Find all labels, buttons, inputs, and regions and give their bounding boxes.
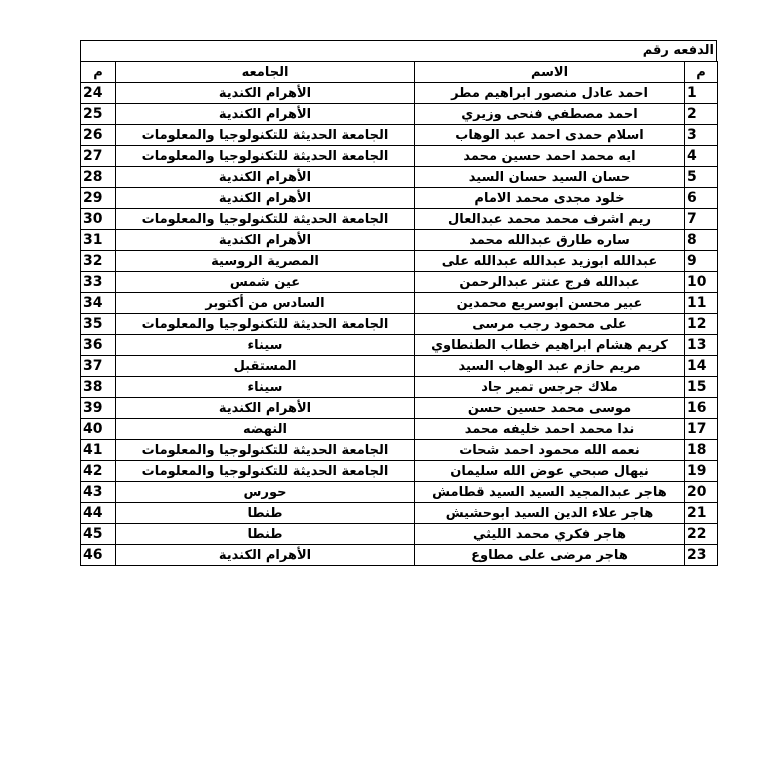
seq-number-cell[interactable]: 39 [81,398,116,419]
seq-number-cell[interactable]: 46 [81,545,116,566]
table-row [81,440,718,461]
seq-number-cell[interactable]: 35 [81,314,116,335]
university-cell[interactable]: الأهرام الكندية [116,83,415,104]
row-index-cell[interactable]: 12 [685,314,718,335]
seq-number-cell[interactable]: 45 [81,524,116,545]
row-index-cell[interactable]: 19 [685,461,718,482]
table-row [81,272,718,293]
row-index-cell[interactable]: 8 [685,230,718,251]
table-row [81,125,718,146]
header-seq[interactable]: م [81,62,116,83]
university-cell[interactable]: الأهرام الكندية [116,398,415,419]
table-row [81,314,718,335]
seq-number-cell[interactable]: 33 [81,272,116,293]
table-row [81,146,718,167]
seq-number-cell[interactable]: 24 [81,83,116,104]
university-cell[interactable]: طنطا [116,503,415,524]
university-cell[interactable]: الجامعة الحديثة للتكنولوجيا والمعلومات [116,146,415,167]
row-index-cell[interactable]: 5 [685,167,718,188]
row-index-cell[interactable]: 20 [685,482,718,503]
row-index-cell[interactable]: 6 [685,188,718,209]
student-name-cell[interactable]: هاجر عبدالمجيد السيد السيد قطامش [415,482,685,503]
table-row [81,545,718,566]
student-name-cell[interactable]: عبدالله ابوزيد عبدالله عبدالله على [415,251,685,272]
seq-number-cell[interactable]: 43 [81,482,116,503]
student-name-cell[interactable]: كريم هشام ابراهيم خطاب الطنطاوي [415,335,685,356]
header-name[interactable]: الاسم [415,62,685,83]
table-row [81,461,718,482]
university-cell[interactable]: المصرية الروسية [116,251,415,272]
row-index-cell[interactable]: 7 [685,209,718,230]
header-row [81,62,718,83]
seq-number-cell[interactable]: 34 [81,293,116,314]
row-index-cell[interactable]: 1 [685,83,718,104]
table-row [81,503,718,524]
university-cell[interactable]: عين شمس [116,272,415,293]
row-index-cell[interactable]: 10 [685,272,718,293]
student-name-cell[interactable]: احمد عادل منصور ابراهيم مطر [415,83,685,104]
university-cell[interactable]: الأهرام الكندية [116,167,415,188]
row-index-cell[interactable]: 23 [685,545,718,566]
table-row [81,167,718,188]
university-cell[interactable]: الجامعة الحديثة للتكنولوجيا والمعلومات [116,209,415,230]
table-row [81,104,718,125]
table-row [81,209,718,230]
student-name-cell[interactable]: هاجر فكري محمد الليثي [415,524,685,545]
student-name-cell[interactable]: موسى محمد حسين حسن [415,398,685,419]
university-cell[interactable]: السادس من أكتوبر [116,293,415,314]
table-row [81,230,718,251]
row-index-cell[interactable]: 16 [685,398,718,419]
row-index-cell[interactable]: 13 [685,335,718,356]
table-row [81,524,718,545]
student-name-cell[interactable]: ندا محمد احمد خليفه محمد [415,419,685,440]
university-cell[interactable]: الأهرام الكندية [116,104,415,125]
table-row [81,356,718,377]
student-name-cell[interactable]: خلود مجدى محمد الامام [415,188,685,209]
table-row [81,293,718,314]
table-row [81,83,718,104]
university-cell[interactable]: الجامعة الحديثة للتكنولوجيا والمعلومات [116,440,415,461]
seq-number-cell[interactable]: 31 [81,230,116,251]
batch-title[interactable]: الدفعه رقم [80,40,717,61]
row-index-cell[interactable]: 18 [685,440,718,461]
seq-number-cell[interactable]: 26 [81,125,116,146]
seq-number-cell[interactable]: 32 [81,251,116,272]
seq-number-cell[interactable]: 40 [81,419,116,440]
student-name-cell[interactable]: ريم اشرف محمد محمد عبدالعال [415,209,685,230]
row-index-cell[interactable]: 4 [685,146,718,167]
table-row [81,398,718,419]
table-row [81,419,718,440]
row-index-cell[interactable]: 11 [685,293,718,314]
student-name-cell[interactable]: احمد مصطفي فنحى وزيري [415,104,685,125]
university-cell[interactable]: النهضه [116,419,415,440]
students-table [80,61,718,566]
student-name-cell[interactable]: اسلام حمدى احمد عبد الوهاب [415,125,685,146]
table-row [81,482,718,503]
seq-number-cell[interactable]: 36 [81,335,116,356]
university-cell[interactable]: الجامعة الحديثة للتكنولوجيا والمعلومات [116,125,415,146]
table-row [81,188,718,209]
student-name-cell[interactable]: نعمه الله محمود احمد شحات [415,440,685,461]
row-index-cell[interactable]: 2 [685,104,718,125]
university-cell[interactable]: الأهرام الكندية [116,188,415,209]
seq-number-cell[interactable]: 38 [81,377,116,398]
spreadsheet [80,40,717,566]
university-cell[interactable]: الأهرام الكندية [116,545,415,566]
student-name-cell[interactable]: هاجر مرضى على مطاوع [415,545,685,566]
university-cell[interactable]: سيناء [116,335,415,356]
seq-number-cell[interactable]: 37 [81,356,116,377]
university-cell[interactable]: طنطا [116,524,415,545]
seq-number-cell[interactable]: 25 [81,104,116,125]
seq-number-cell[interactable]: 30 [81,209,116,230]
row-index-cell[interactable]: 3 [685,125,718,146]
student-name-cell[interactable]: مريم حازم عبد الوهاب السيد [415,356,685,377]
seq-number-cell[interactable]: 41 [81,440,116,461]
student-name-cell[interactable]: على محمود رجب مرسى [415,314,685,335]
row-index-cell[interactable]: 17 [685,419,718,440]
student-name-cell[interactable]: ملاك جرجس تمير جاد [415,377,685,398]
row-index-cell[interactable]: 9 [685,251,718,272]
row-index-cell[interactable]: 22 [685,524,718,545]
student-name-cell[interactable]: عبدالله فرج عنتر عبدالرحمن [415,272,685,293]
row-index-cell[interactable]: 15 [685,377,718,398]
seq-number-cell[interactable]: 42 [81,461,116,482]
header-index[interactable]: م [685,62,718,83]
university-cell[interactable]: المستقبل [116,356,415,377]
table-row [81,335,718,356]
student-name-cell[interactable]: ايه محمد احمد حسين محمد [415,146,685,167]
student-name-cell[interactable]: عبير محسن ابوسريع محمدين [415,293,685,314]
university-cell[interactable]: سيناء [116,377,415,398]
seq-number-cell[interactable]: 28 [81,167,116,188]
student-name-cell[interactable]: نيهال صبحي عوض الله سليمان [415,461,685,482]
student-name-cell[interactable]: حسان السيد حسان السيد [415,167,685,188]
university-cell[interactable]: الأهرام الكندية [116,230,415,251]
seq-number-cell[interactable]: 27 [81,146,116,167]
university-cell[interactable]: الجامعة الحديثة للتكنولوجيا والمعلومات [116,314,415,335]
table-row [81,251,718,272]
seq-number-cell[interactable]: 29 [81,188,116,209]
university-cell[interactable]: الجامعة الحديثة للتكنولوجيا والمعلومات [116,461,415,482]
student-name-cell[interactable]: هاجر علاء الدين السيد ابوحشيش [415,503,685,524]
university-cell[interactable]: حورس [116,482,415,503]
seq-number-cell[interactable]: 44 [81,503,116,524]
header-university[interactable]: الجامعه [116,62,415,83]
student-name-cell[interactable]: ساره طارق عبدالله محمد [415,230,685,251]
row-index-cell[interactable]: 14 [685,356,718,377]
table-row [81,377,718,398]
row-index-cell[interactable]: 21 [685,503,718,524]
